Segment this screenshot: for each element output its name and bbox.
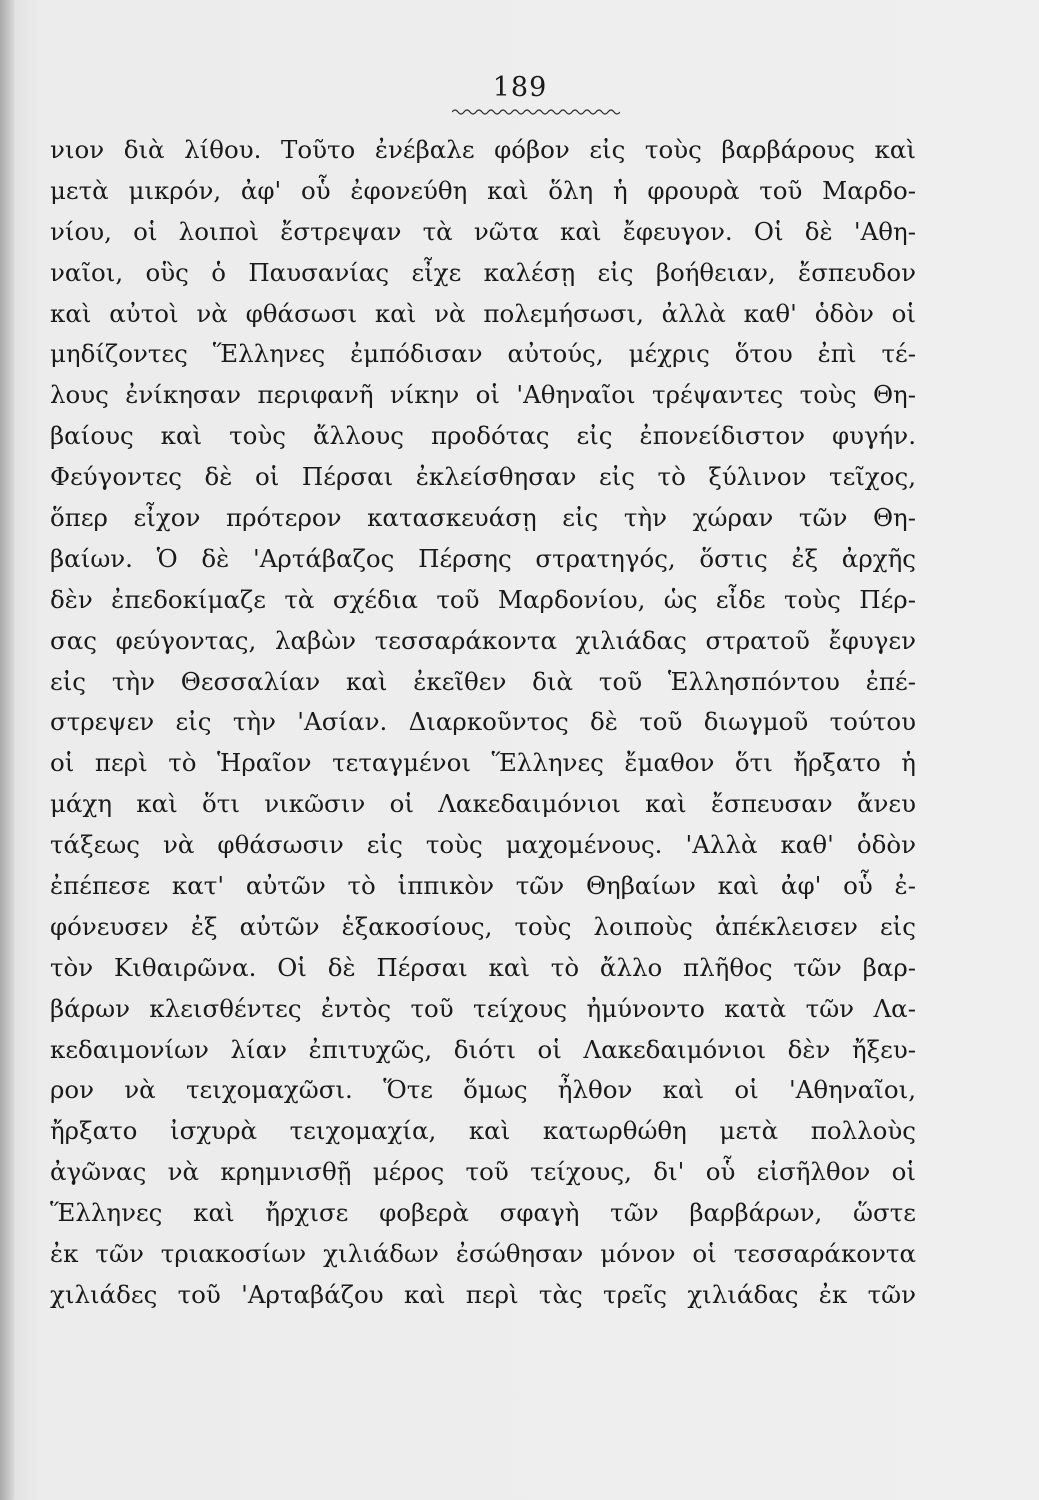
text-line: λους ἐνίκησαν περιφανῆ νίκην οἱ 'Αθηναῖοι τρέψαντες τοὺς Θη- bbox=[50, 380, 916, 410]
page-number: 189 bbox=[492, 72, 548, 103]
text-line: βαίων. Ὁ δὲ 'Αρτάβαζος Πέρσης στρατηγός, ὅστις ἐξ ἀρχῆς bbox=[50, 543, 916, 573]
text-line: σας φεύγοντας, λαβὼν τεσσαράκοντα χιλιάδας στρατοῦ ἔφυγεν bbox=[50, 625, 916, 655]
text-line: στρεψεν εἰς τὴν 'Ασίαν. Διαρκοῦντος δὲ τοῦ διωγμοῦ τούτου bbox=[50, 707, 916, 737]
text-line: ἐκ τῶν τριακοσίων χιλιάδων ἐσώθησαν μόνον οἱ τεσσαράκοντα bbox=[50, 1239, 916, 1269]
text-line: εἰς τὴν Θεσσαλίαν καὶ ἐκεῖθεν διὰ τοῦ Ἑλλησπόντου ἐπέ- bbox=[50, 666, 916, 696]
text-line: Ἕλληνες καὶ ἤρχισε φοβερὰ σφαγὴ τῶν βαρβάρων, ὥστε bbox=[50, 1198, 916, 1228]
text-line: μάχη καὶ ὅτι νικῶσιν οἱ Λακεδαιμόνιοι καὶ ἔσπευσαν ἄνευ bbox=[50, 789, 916, 819]
text-line: καὶ αὐτοὶ νὰ φθάσωσι καὶ νὰ πολεμήσωσι, ἀλλὰ καθ' ὁδὸν οἱ bbox=[50, 298, 916, 328]
text-line: χιλιάδες τοῦ 'Αρταβάζου καὶ περὶ τὰς τρεῖς χιλιάδας ἐκ τῶν bbox=[50, 1279, 916, 1309]
text-line: Φεύγοντες δὲ οἱ Πέρσαι ἐκλείσθησαν εἰς τὸ ξύλινον τεῖχος, bbox=[50, 462, 916, 492]
text-line: ρον νὰ τειχομαχῶσι. Ὅτε ὅμως ἦλθον καὶ οἱ 'Αθηναῖοι, bbox=[50, 1075, 916, 1105]
text-line: οἱ περὶ τὸ Ἡραῖον τεταγμένοι Ἕλληνες ἔμαθον ὅτι ἤρξατο ἡ bbox=[50, 748, 916, 778]
text-line: ἐπέπεσε κατ' αὐτῶν τὸ ἱππικὸν τῶν Θηβαίων καὶ ἀφ' οὗ ἐ- bbox=[50, 871, 916, 901]
text-line: μηδίζοντες Ἕλληνες ἐμπόδισαν αὐτούς, μέχρις ὅτου ἐπὶ τέ- bbox=[50, 339, 916, 369]
text-line: τάξεως νὰ φθάσωσιν εἰς τοὺς μαχομένους. 'Αλλὰ καθ' ὁδὸν bbox=[50, 830, 916, 860]
text-line: τὸν Κιθαιρῶνα. Οἱ δὲ Πέρσαι καὶ τὸ ἄλλο πλῆθος τῶν βαρ- bbox=[50, 952, 916, 982]
text-line: νιον διὰ λίθου. Τοῦτο ἐνέβαλε φόβον εἰς τοὺς βαρβάρους καὶ bbox=[50, 135, 916, 164]
text-line: κεδαιμονίων λίαν ἐπιτυχῶς, διότι οἱ Λακεδαιμόνιοι δὲν ἤξευ- bbox=[50, 1034, 916, 1064]
text-line: δὲν ἐπεδοκίμαζε τὰ σχέδια τοῦ Μαρδονίου, ὡς εἶδε τοὺς Πέρ- bbox=[50, 584, 916, 614]
decorative-wavy-rule bbox=[452, 108, 620, 116]
body-text bbox=[36, 130, 916, 1316]
text-line: μετὰ μικρόν, ἀφ' οὗ ἐφονεύθη καὶ ὅλη ἡ φρουρὰ τοῦ Μαρδο- bbox=[50, 175, 916, 205]
text-line: ναῖοι, οὓς ὁ Παυσανίας εἶχε καλέσῃ εἰς βοήθειαν, ἔσπευδον bbox=[50, 257, 916, 287]
text-line: ὅπερ εἶχον πρότερον κατασκευάσῃ εἰς τὴν χώραν τῶν Θη- bbox=[50, 503, 916, 533]
text-line: νίου, οἱ λοιποὶ ἔστρεψαν τὰ νῶτα καὶ ἔφευγον. Οἱ δὲ 'Αθη- bbox=[50, 216, 916, 246]
text-line: βάρων κλεισθέντες ἐντὸς τοῦ τείχους ἠμύνοντο κατὰ τῶν Λα- bbox=[50, 993, 916, 1023]
binding-edge bbox=[0, 0, 14, 1500]
text-line: φόνευσεν ἐξ αὐτῶν ἑξακοσίους, τοὺς λοιποὺς ἀπέκλεισεν εἰς bbox=[50, 911, 916, 941]
text-line: ἀγῶνας νὰ κρημνισθῇ μέρος τοῦ τείχους, δι' οὗ εἰσῆλθον οἱ bbox=[50, 1157, 916, 1187]
text-line: ἤρξατο ἰσχυρὰ τειχομαχία, καὶ κατωρθώθη μετὰ πολλοὺς bbox=[50, 1116, 916, 1146]
text-line: βαίους καὶ τοὺς ἄλλους προδότας εἰς ἐπονείδιστον φυγήν. bbox=[50, 421, 916, 451]
